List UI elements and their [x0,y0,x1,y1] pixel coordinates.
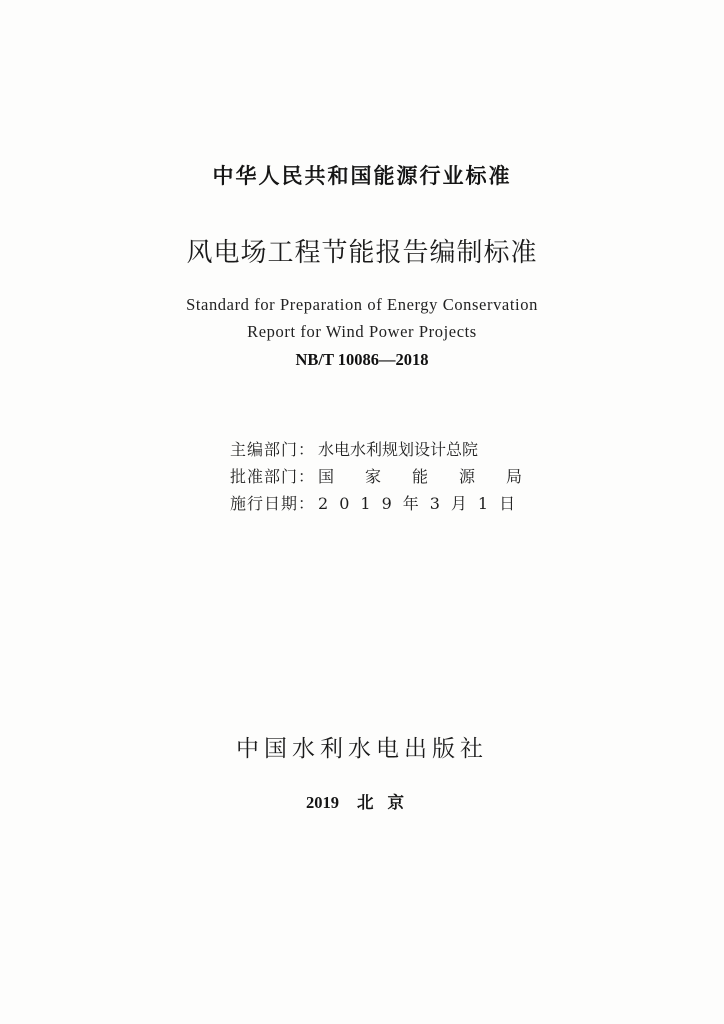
standard-number: NB/T 10086—2018 [295,350,429,369]
label-separator: ： [298,467,315,486]
label-separator: ： [298,440,315,459]
publisher-name: 中国水利水电出版社 [236,736,488,762]
editor-department-value: 水电水利规划设计总院 [318,440,479,459]
publication-city: 北京 [357,793,418,812]
industry-standard-heading: 中华人民共和国能源行业标准 [212,164,512,188]
effective-date-label: 施行日期 [230,494,299,513]
publication-place [0,789,724,813]
standard-title-zh: 风电场工程节能报告编制标准 [186,238,538,268]
effective-date-row [230,491,630,517]
label-separator: ： [298,494,315,513]
editor-department-label: 主编部门 [230,440,299,459]
standard-title-en-line-2: Report for Wind Power Projects [247,322,477,341]
approver-department-label: 批准部门 [230,467,299,486]
approver-department-row [230,464,630,490]
standard-title-en-line-1: Standard for Preparation of Energy Conservation [186,295,538,314]
approver-department-value: 国家能源局 [318,467,554,486]
effective-date-value: 2019年3月1日 [318,494,527,513]
publication-year: 2019 [306,793,339,812]
editor-department-row [230,437,630,463]
